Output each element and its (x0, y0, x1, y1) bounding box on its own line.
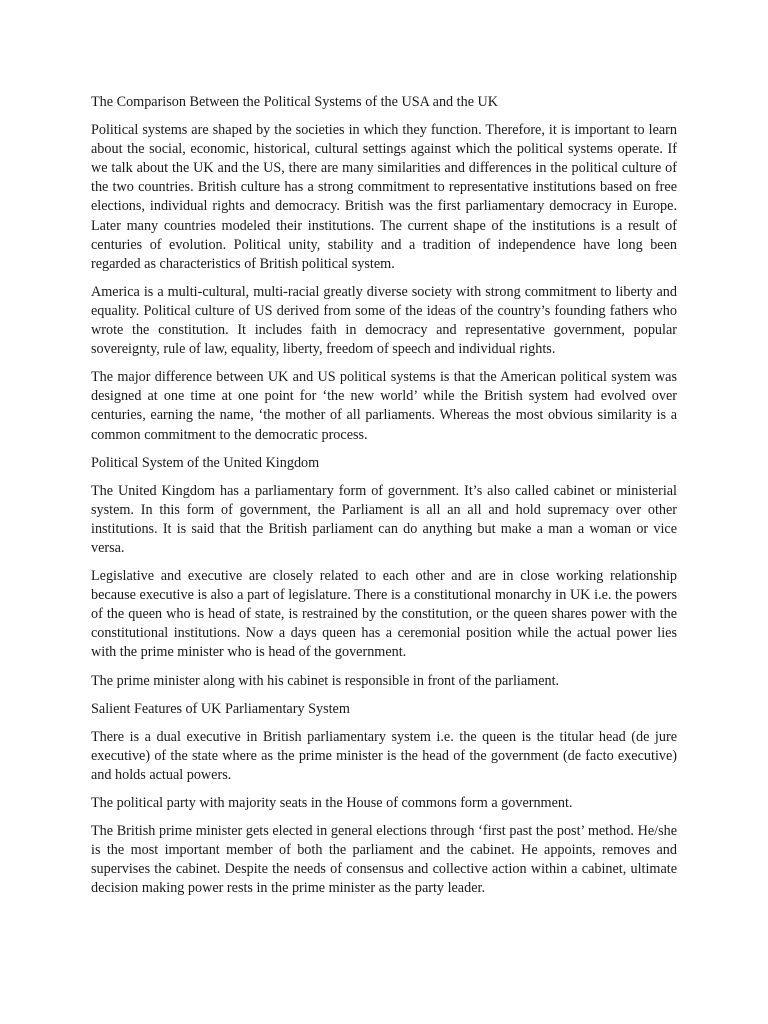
paragraph-prime-minister-election: The British prime minister gets elected in general elections through ‘first past the post’ method. He/she is the most important member of both the parliament and the cabinet. He appoints, removes and supervises the cabinet. Despite the needs of consensus and collective action within a cabinet, ultimate decision making power rests in the prime minister as the party leader. (91, 823, 677, 897)
section-heading-uk-political-system: Political System of the United Kingdom (91, 454, 320, 471)
paragraph-prime-minister-cabinet: The prime minister along with his cabinet is responsible in front of the parliament. (91, 672, 560, 689)
paragraph-majority-party: The political party with majority seats in the House of commons form a government. (91, 795, 573, 811)
paragraph-dual-executive: There is a dual executive in British parliamentary system i.e. the queen is the titular head (de jure executive) of the state where as the prime minister is the head of the government (de facto executive) and holds actual powers. (91, 728, 677, 783)
document-page (91, 93, 677, 907)
document-title: The Comparison Between the Political Systems of the USA and the UK (91, 94, 499, 110)
paragraph-uk-parliamentary-form: The United Kingdom has a parliamentary form of government. It’s also called cabinet or ministerial system. In this form of government, the Parliament is all an all and hold supremacy over other institutions. It is said that the British parliament can do anything but make a man a woman or vice versa. (91, 482, 677, 556)
paragraph-legislative-executive: Legislative and executive are closely related to each other and are in close working relationship because executive is also a part of legislature. There is a constitutional monarchy in UK i.e. the powers of the queen who is head of state, is restrained by the constitution, or the queen shares power with the constitutional institutions. Now a days queen has a ceremonial position while the actual power lies with the prime minister who is head of the government. (91, 568, 677, 661)
section-heading-salient-features: Salient Features of UK Parliamentary System (91, 700, 350, 717)
paragraph-major-difference: The major difference between UK and US political systems is that the American political system was designed at one time at one point for ‘the new world’ while the British system had evolved over centuries, earning the name, ‘the mother of all parliaments. Whereas the most obvious similarity is a common commitment to the democratic process. (91, 369, 677, 443)
paragraph-america-culture: America is a multi-cultural, multi-racial greatly diverse society with strong commitment to liberty and equality. Political culture of US derived from some of the ideas of the country’s founding fathers who wrote the constitution. It includes faith in democracy and representative government, popular sovereignty, rule of law, equality, liberty, freedom of speech and individual rights. (91, 283, 677, 358)
paragraph-political-systems-intro: Political systems are shaped by the societies in which they function. Therefore, it is important to learn about the social, economic, historical, cultural settings against which the political systems operate. If we talk about the UK and the US, there are many similarities and differences in the political culture of the two countries. British culture has a strong commitment to representative institutions based on free elections, individual rights and democracy. British was the first parliamentary democracy in Europe. Later many countries modeled their institutions. The current shape of the institutions is a result of centuries of evolution. Political unity, stability and a tradition of independence have long been regarded as characteristics of British political system. (91, 122, 677, 272)
